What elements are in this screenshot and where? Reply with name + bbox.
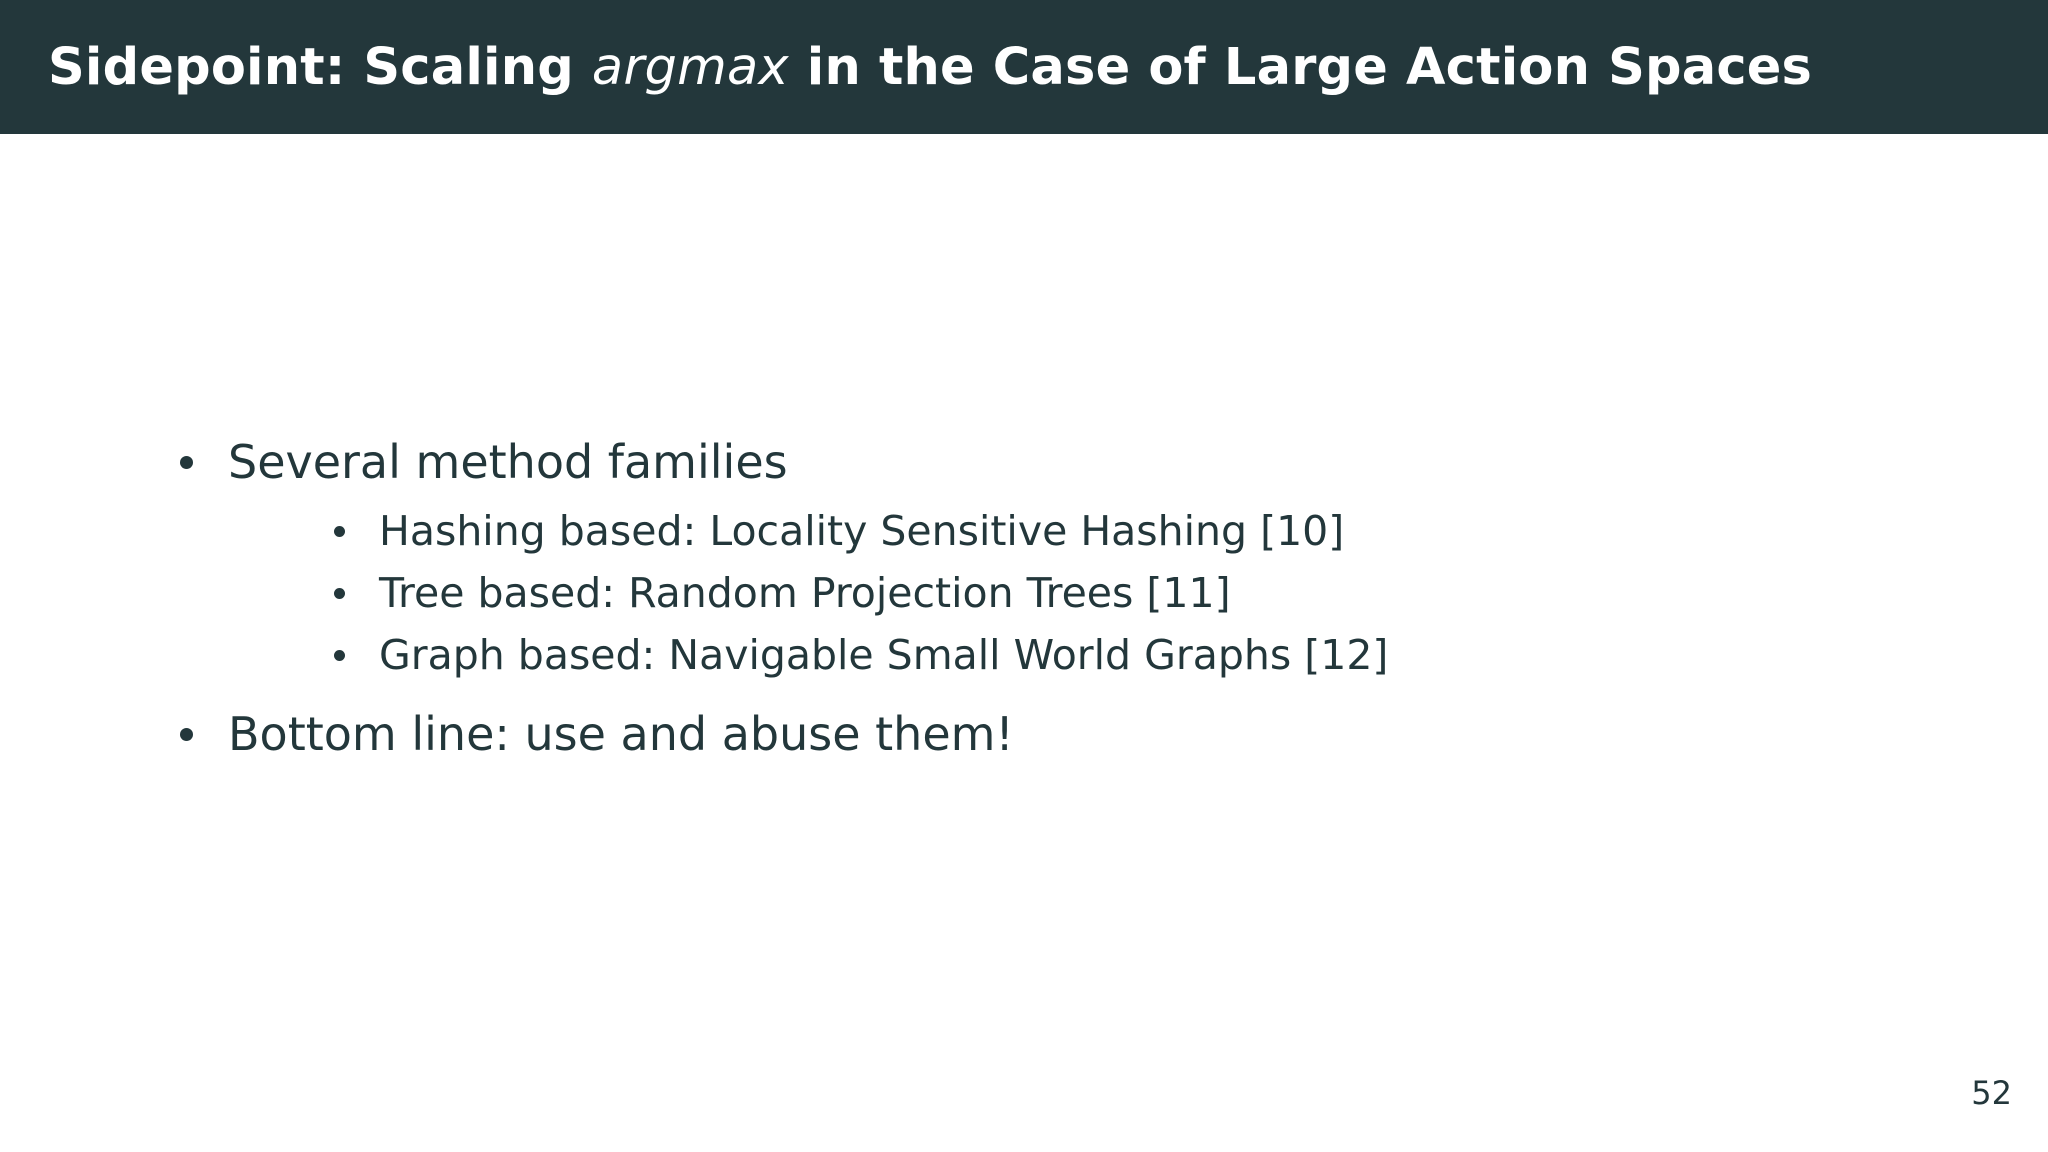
title-italic: argmax: [591, 37, 789, 97]
title-bar: [0, 0, 2048, 134]
bullet-list: [176, 432, 1876, 764]
bullet-text: Bottom line: use and abuse them!: [228, 707, 1014, 761]
sub-bullet-text: Tree based: Random Projection Trees [11]: [379, 569, 1231, 617]
slide-title: [48, 38, 1812, 97]
sub-bullet-item-tree: [228, 562, 1876, 624]
slide-content: [176, 432, 1876, 782]
sub-bullet-item-graph: [228, 624, 1876, 686]
bullet-item-method-families: [176, 432, 1876, 686]
title-prefix: Sidepoint: Scaling: [48, 37, 574, 97]
sub-bullet-dot-icon: [334, 588, 345, 599]
sub-bullet-text: Hashing based: Locality Sensitive Hashing [10]: [379, 507, 1345, 555]
sub-bullet-list: [228, 500, 1876, 686]
bullet-dot-icon: [180, 456, 193, 469]
sub-bullet-dot-icon: [334, 526, 345, 537]
title-suffix: in the Case of Large Action Spaces: [806, 37, 1813, 97]
bullet-dot-icon: [180, 728, 193, 741]
sub-bullet-dot-icon: [334, 650, 345, 661]
sub-bullet-text: Graph based: Navigable Small World Graphs [12]: [379, 631, 1389, 679]
sub-bullet-item-hashing: [228, 500, 1876, 562]
bullet-item-bottom-line: [176, 704, 1876, 764]
bullet-text: Several method families: [228, 435, 788, 489]
page-number: 52: [1971, 1074, 2012, 1112]
